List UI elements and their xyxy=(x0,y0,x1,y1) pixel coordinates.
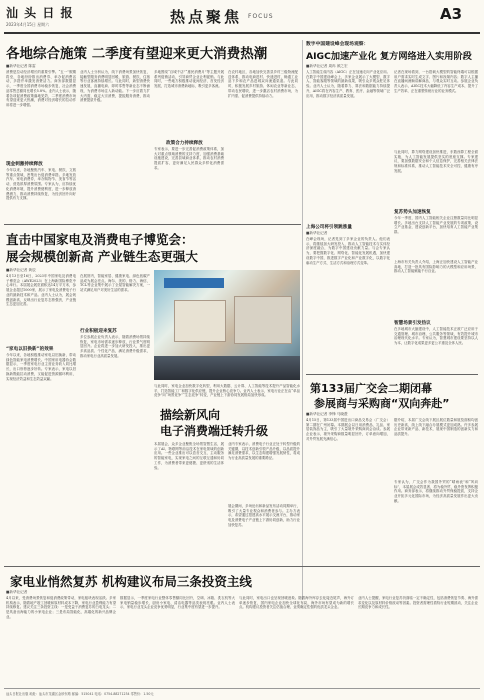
story3-col-3: 与此同时，家电企业加快数字化转型，利用大数据、云计算、人工智能等技术提升产品智能化水平，打造智能工厂和数字化供应链，提升企业核心竞争力。业内人士表示，家电行业正在由“单品竞争”向“场景竞争”“生态竞争”转变，产业链上下游协同发展格局加快形成。 xyxy=(154,384,300,398)
section-subtitle: FOCUS xyxy=(248,13,274,20)
story2-byline: ■新华社记者 周冉 颜之宏 xyxy=(306,64,348,68)
story-separator xyxy=(4,224,301,225)
story-separator-2 xyxy=(306,374,478,375)
story2-subhead: 复苏势头加速恢复 xyxy=(394,210,431,215)
story6-headline: 家电业悄然复苏 机构建议布局三条投资主线 xyxy=(10,574,252,589)
story3-subhead-2: 行业积极迎来复苏 xyxy=(80,329,117,334)
story2-kicker: 数字中国建设峰会现场观察： xyxy=(306,42,369,47)
story1-headline: 各地综合施策 二季度有望迎来更大消费热潮 xyxy=(6,46,268,62)
story4-byline: ■新华社记者 xyxy=(306,231,328,235)
masthead-rule xyxy=(4,32,480,34)
expo-booth xyxy=(174,300,226,342)
story6-col-3: 与此同时，家电出口也呈现回暖迹象。随着海外库存去化接近尾声，海外订单逐步恢复，国内家电企业加快全球化布局，海外市场有望成为新的增长点。机构建议投资者关注估值合理、业绩确定性强的优质龙头企业。 xyxy=(239,596,354,610)
story6-byline: ■新华社记者 xyxy=(6,590,28,594)
story1-col-3b: 专家表示，要进一步完善促消费政策体系，加大对重点领域消费的支持力度，加强消费基础设施建设，完善县域商业体系，推动农村消费提质扩容，更好满足人民群众多样化消费需求。 xyxy=(154,147,224,170)
story6-col-4: 业内人士提醒，家电行业复苏仍面临一定不确定性，包括消费恢复节奏、海外需求变化以及原材料价格波动等因素。投资者需理性看待行业短期波动，关注企业长期竞争力和成长性。 xyxy=(358,596,478,610)
story3-col-1b: 今年以来，各地积极推动家电以旧换新，带动绿色智能家电消费增长。中国家用电器协会数据显示，一季度家电行业主营业务收入同比增长，出口形势逐步好转。专家表示，家电以旧换新既能拉动消费，又能促进资源循环利用，实现经济效益和生态效益双赢。 xyxy=(6,353,76,381)
story5-headline-1: 第133届广交会二期闭幕 xyxy=(310,382,432,395)
column-divider xyxy=(302,40,303,600)
story3-right-col-2: 业内专家表示，消费电子行业正处于转型升级的关键期，以技术创新引领产品升级，以品质提升满足消费需求，以生态构建增强发展韧性，将成为行业高质量发展的重要路径。 xyxy=(228,442,300,461)
story3-col-2: 在展馆内，智能家居、健康家电、绿色低碳产品成为展会亮点。海尔、美的、格力、海信、TCL等企业集中展示了全屋智能解决方案，一站式满足用户对美好生活的需求。 xyxy=(80,274,150,293)
story3-col-2b: 多位参展企业负责人表示，随着消费场景持续恢复，家电市场需求逐步释放，行业景气度明显回升。企业将进一步加大研发投入，推出更多高品质、个性化产品，满足消费升级需求，推动家电行业高质量发展。 xyxy=(80,335,150,358)
story2-headline: AIGC加速产业化 复方网络进入实用阶段 xyxy=(306,51,472,62)
newspaper-logo: 汕 头 日 报 xyxy=(6,6,74,20)
story1-col-2: 业内人士分析认为，线下消费场景加快恢复，接触型服务消费明显回暖，旅游、餐饮、住宿等行业客流持续增长。与此同时，新型消费快速发展，直播电商、即时零售等新业态不断涌现，为消费市场注入新动能。下一步应着力扩大内需，稳定大宗消费，提振服务消费，推动消费提质升级。 xyxy=(80,70,150,103)
expo-booth-2 xyxy=(234,296,292,344)
story1-col-4: 在农村地区，各地加快完善县乡村三级物流配送体系，推动电商进村、快递进村，畅通工业品下乡和农产品进城双向流通渠道。与此同时，积极发展乡村旅游、休闲农业等新业态，带动农民增收，进一步激活农村消费市场，为扩内需、促消费提供持续动力。 xyxy=(228,70,298,98)
story1-byline: ■新华社记者 陈雷 xyxy=(6,64,36,68)
story4-col-2: 上海市有关负责人介绍，上海正加快建设人工智能产业高地，打造一批具有国际影响力的大模型和应用场景，推动人工智能赋能千行百业。 xyxy=(394,260,478,274)
story1-subhead: 现金刺激持续释放 xyxy=(6,162,43,167)
story5-headline-2: 参展商与采购商“双向奔赴” xyxy=(314,397,450,410)
story3-right-col-3: 展会期间，多场论坛和新品发布活动同期举行，吸引了大量专业观众和消费者参与。主办方表示，希望通过搭建高水平展示交流平台，推动家电及消费电子产业链上下游协同创新，助力行业加快复苏。 xyxy=(228,504,300,527)
story2-col-2: 记者在现场看到，一台搭载大模型的智能终端可以根据用户需求实时生成文字、图片和视频内容；数字人主播在直播间流畅讲解商品，与观众实时互动。参展企业负责人表示，AIGC技术大幅降低了内容生产成本，提升了生产效率，正在重塑传统行业的业务模式。 xyxy=(394,70,478,93)
footer-rule xyxy=(4,688,480,689)
expo-banner xyxy=(164,278,224,288)
expo-crowd xyxy=(154,356,300,380)
story3-col-1: 4月13日至16日，2023年中国家电及消费电子博览会（AWE2023）在上海新国际博览中心举行。本届展会展览面积达14万平方米，参展企业超过1000家，展示了家电及消费电子行业的最新技术和产品。业内人士认为，展会规模创新高，反映出行业复苏态势强劲，产业链生态更加完善。 xyxy=(6,274,76,307)
story4-subhead: 上海公司将引领跳涨量 xyxy=(306,225,352,230)
story6-col-1: 4月以来，受消费场景恢复和促消费政策带动，家电板块表现活跃。多家机构表示，随着地产竣工回暖和原材料成本下降，家电行业盈利能力有望持续修复。建议关注三条投资主线：一是受益于消费复苏的白电龙头；二是具备出海能力的小家电企业；三是布局智能化、高端化的新兴品牌企业。 xyxy=(6,596,116,619)
story1-body-1: 消费是拉动经济增长的重要引擎。“五一”假期将至，各地纷纷推出消费券、举办促消费活动，多措并举激发消费活力。商务部数据显示，一季度全国消费市场稳步恢复，社会消费品零售总额同比增长5.8%。业内人士表示，随着各项促消费政策落地见效，二季度消费市场有望迎来更大热潮，消费对经济增长的拉动作用将进一步增强。 xyxy=(6,70,76,107)
story5-col-2: 据介绍，本届广交会线下展区展位数量和展览面积均创历史新高，线上线下融合办展模式更加成熟。许多参展企业带来新产品、新技术，展现中国制造的创新实力和品质提升。 xyxy=(394,418,478,437)
photo-caption-2: 电子消费端迁转升级 xyxy=(160,424,269,438)
issue-date: 2023年4月15日 星期六 xyxy=(6,22,50,27)
story3-subhead-1: “家电以旧换新”的效果 xyxy=(6,347,54,352)
story-separator-3 xyxy=(4,566,480,567)
story2-col-3b: 今年一季度，国内人工智能相关企业注册数量同比明显增长。多地出台支持人工智能产业发展的专项政策，设立产业基金，建设创新平台，加快培育人工智能产业集群。 xyxy=(394,216,478,235)
story5-col-3: 专家认为，广交会作为我国外贸的“晴雨表”和“风向标”，本届展会成效显著，将为稳外贸、稳外资发挥积极作用。商务部表示，将继续推动外贸保稳提质，支持企业开拓多元化国际市场，为经济高质量发展作出更大贡献。 xyxy=(394,480,478,503)
story4-subhead-2: 智慧场景引发热议 xyxy=(394,321,431,326)
story5-col-1: 4月15日，第133届中国进出口商品交易会（广交会）第二期在广州闭幕。本期展会以日用消费品、礼品、家居装饰品为主，吸引了大量境外采购商到会洽谈。参展企业表示，境外采购商数量明显回升，订单意向增加，对外贸发展充满信心。 xyxy=(306,418,390,441)
story5-byline: ■新华社记者 李锋 马晓澄 xyxy=(306,412,348,416)
story4-col-1: 在峰会现场，记者见到了多家企业的负责人。他们表示，将继续加大研发投入，推动人工智能技术与实体经济深度融合，为数字中国建设贡献力量。与会专家认为，要把握数字化、网络化、智能化发展机遇，加快建设数字中国，推进数字产业化和产业数字化，以数字化驱动生产方式、生活方式和治理方式变革。 xyxy=(306,237,390,265)
story6-col-2: 数据显示，一季度家电行业整体零售额同比回升，空调、冰箱、洗衣机等大家电销量稳步增长，厨房小家电、清洁电器等品类表现亮眼。业内人士表示，家电行业龙头企业竞争优势明显，行业集中度有望进一步提升。 xyxy=(120,596,235,610)
story1-body-2: 今年以来，各地聚焦汽车、家电、餐饮、文旅等重点领域，密集出台促消费举措。多地发放汽车、家电消费券，举办购物节、美食节等活动，营造浓厚消费氛围。专家认为，应持续优化消费环境，提升消费便利度，进一步释放消费潜力，推动消费持续恢复，为经济回升向好提供有力支撑。 xyxy=(6,168,76,201)
story4-col-3: 在多地城市大脑建设中，人工智能技术正被广泛应用于交通管理、城市治理、公共服务等领域，有效提升城市治理现代化水平。专家认为，智慧城市建设要坚持以人为本，让数字化成果更多更公平惠及全体人民。 xyxy=(394,327,478,346)
story3-headline-2: 展会规模创新高 产业链生态更强大 xyxy=(6,249,198,264)
footer-info: 汕头日报社出版 地址：汕头市龙湖区金砂东路 邮编：515041 电话：0754-88271234 零售价：1.50元 xyxy=(6,692,154,696)
story2-col-1: 人工智能生成内容（AIGC）正在加速走向产业化应用。在数字中国建设峰会上，多家企业展示了大模型、数字人、智能客服等领域的最新成果，吸引众多观众驻足体验。业内人士认为，随着算力、算法和数据能力持续提升，AIGC将在内容生产、教育、医疗、金融等领域广泛应用，推动数字经济高质量发展。 xyxy=(306,70,390,98)
expo-photo xyxy=(154,270,300,380)
section-title: 热点聚焦 xyxy=(170,8,243,26)
story3-headline-1: 直击中国家电及消费电子博览会： xyxy=(6,232,194,247)
story1-subhead-2: 政策合力持续释放 xyxy=(166,141,203,146)
story3-byline: ■新华社记者 黄辰 xyxy=(6,268,36,272)
story3-right-col-1: 本届展会，众多企业聚焦全场景智慧生活，展示了AI、物联网等前沿技术在家电领域的创新应用。一些企业推出可以语音交互、主动服务的智能家电，实现家电之间的互联互通和协同工作，为消费者带来更便捷、更舒适的生活体验。 xyxy=(154,442,224,470)
story1-col-3: 多地围绕“百城千店”“惠民消费月”等主题开展系列促销活动，引导商贸企业让利促销。与此同时，一些地方积极推动夜间经济、首发经济发展，打造城市消费新地标，吸引更多客流。 xyxy=(154,70,224,89)
photo-caption-1: 描绘新风向 xyxy=(160,408,221,422)
story2-col-3: 与此同时，算力网络建设加快推进，东数西算工程全面实施，为人工智能发展提供坚实的底座支撑。专家建议，要加强数据安全和个人信息保护，完善相关法律法规和标准体系，推动人工智能技术安全可控、健康有序发展。 xyxy=(394,150,478,173)
page-number: A3 xyxy=(440,5,463,23)
